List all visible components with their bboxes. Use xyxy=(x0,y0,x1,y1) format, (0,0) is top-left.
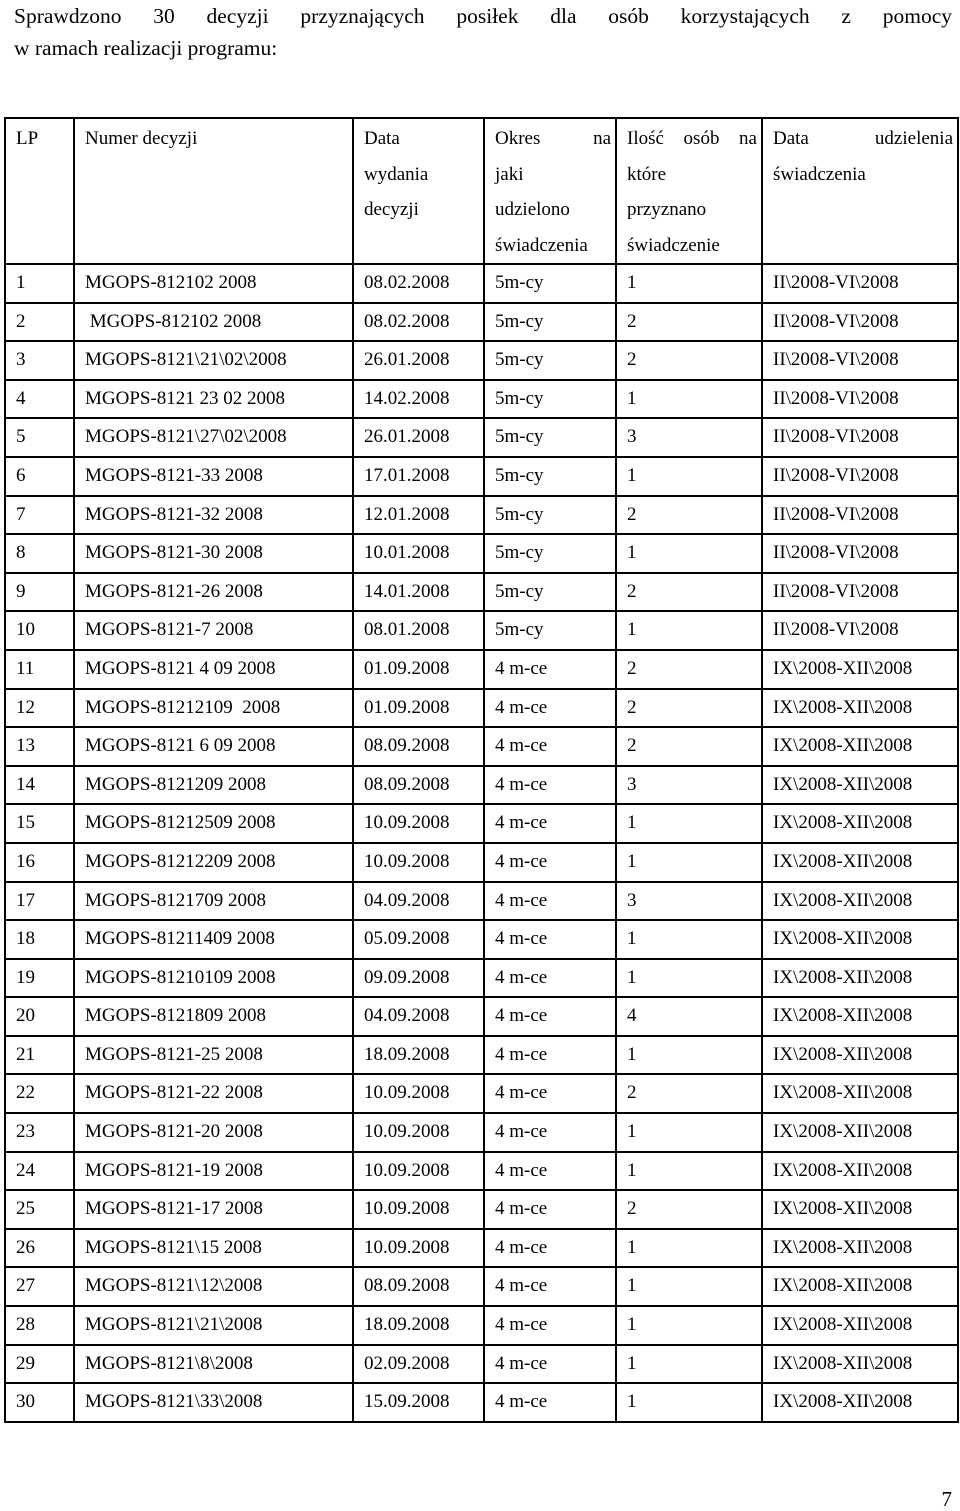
cell-okres: 5m-cy xyxy=(484,380,616,419)
cell-data-udzielenia: II\2008-VI\2008 xyxy=(762,341,958,380)
cell-data-wydania: 08.02.2008 xyxy=(353,303,484,342)
cell-numer-decyzji: MGOPS-8121\21\02\2008 xyxy=(74,341,353,380)
cell-data-wydania: 08.09.2008 xyxy=(353,727,484,766)
cell-numer-decyzji: MGOPS-8121\8\2008 xyxy=(74,1345,353,1384)
cell-data-udzielenia: IX\2008-XII\2008 xyxy=(762,766,958,805)
cell-okres: 4 m-ce xyxy=(484,766,616,805)
cell-numer-decyzji: MGOPS-8121\15 2008 xyxy=(74,1229,353,1268)
cell-data-udzielenia: IX\2008-XII\2008 xyxy=(762,1229,958,1268)
cell-data-wydania: 01.09.2008 xyxy=(353,689,484,728)
cell-data-wydania: 14.01.2008 xyxy=(353,573,484,612)
header-data-wydania xyxy=(353,118,484,264)
cell-lp: 26 xyxy=(5,1229,74,1268)
cell-lp: 15 xyxy=(5,804,74,843)
cell-okres: 5m-cy xyxy=(484,457,616,496)
cell-numer-decyzji: MGOPS-8121209 2008 xyxy=(74,766,353,805)
cell-okres: 4 m-ce xyxy=(484,1113,616,1152)
cell-numer-decyzji: MGOPS-8121-17 2008 xyxy=(74,1190,353,1229)
cell-numer-decyzji: MGOPS-8121 23 02 2008 xyxy=(74,380,353,419)
table-row xyxy=(5,1345,958,1384)
cell-ilosc-osob: 1 xyxy=(616,959,762,998)
cell-okres: 4 m-ce xyxy=(484,882,616,921)
table-row xyxy=(5,920,958,959)
cell-data-udzielenia: IX\2008-XII\2008 xyxy=(762,882,958,921)
table-row xyxy=(5,534,958,573)
cell-okres: 4 m-ce xyxy=(484,1383,616,1422)
table-row xyxy=(5,766,958,805)
cell-okres: 4 m-ce xyxy=(484,1229,616,1268)
table-row xyxy=(5,418,958,457)
table-row xyxy=(5,380,958,419)
intro-line-2: w ramach realizacji programu: xyxy=(14,36,278,60)
table-header-row xyxy=(5,118,958,264)
cell-numer-decyzji: MGOPS-8121-32 2008 xyxy=(74,496,353,535)
table-row xyxy=(5,496,958,535)
table-row xyxy=(5,573,958,612)
cell-lp: 19 xyxy=(5,959,74,998)
cell-lp: 23 xyxy=(5,1113,74,1152)
header-line: świadczenia xyxy=(773,163,866,185)
cell-data-udzielenia: II\2008-VI\2008 xyxy=(762,380,958,419)
table-row xyxy=(5,1190,958,1229)
cell-numer-decyzji: MGOPS-8121809 2008 xyxy=(74,997,353,1036)
cell-okres: 4 m-ce xyxy=(484,1345,616,1384)
cell-data-udzielenia: IX\2008-XII\2008 xyxy=(762,1306,958,1345)
cell-lp: 22 xyxy=(5,1074,74,1113)
header-line: Okres na xyxy=(495,128,611,149)
header-line: świadczenie xyxy=(627,234,720,256)
cell-data-udzielenia: IX\2008-XII\2008 xyxy=(762,1113,958,1152)
cell-data-udzielenia: II\2008-VI\2008 xyxy=(762,418,958,457)
cell-lp: 5 xyxy=(5,418,74,457)
cell-data-wydania: 18.09.2008 xyxy=(353,1306,484,1345)
cell-data-udzielenia: II\2008-VI\2008 xyxy=(762,573,958,612)
cell-numer-decyzji: MGOPS-8121 6 09 2008 xyxy=(74,727,353,766)
cell-okres: 4 m-ce xyxy=(484,959,616,998)
cell-lp: 28 xyxy=(5,1306,74,1345)
cell-data-udzielenia: II\2008-VI\2008 xyxy=(762,457,958,496)
cell-ilosc-osob: 1 xyxy=(616,264,762,303)
cell-numer-decyzji: MGOPS-81212109 2008 xyxy=(74,689,353,728)
header-line: wydania xyxy=(364,163,429,185)
table-row xyxy=(5,341,958,380)
cell-okres: 4 m-ce xyxy=(484,1190,616,1229)
cell-okres: 5m-cy xyxy=(484,418,616,457)
cell-numer-decyzji: MGOPS-81212509 2008 xyxy=(74,804,353,843)
cell-data-wydania: 10.09.2008 xyxy=(353,1190,484,1229)
cell-data-udzielenia: IX\2008-XII\2008 xyxy=(762,650,958,689)
cell-data-udzielenia: IX\2008-XII\2008 xyxy=(762,1074,958,1113)
cell-lp: 18 xyxy=(5,920,74,959)
cell-numer-decyzji: MGOPS-8121-26 2008 xyxy=(74,573,353,612)
cell-lp: 1 xyxy=(5,264,74,303)
cell-numer-decyzji: MGOPS-81212209 2008 xyxy=(74,843,353,882)
cell-data-wydania: 10.09.2008 xyxy=(353,1229,484,1268)
cell-okres: 4 m-ce xyxy=(484,1306,616,1345)
cell-numer-decyzji: MGOPS-8121-30 2008 xyxy=(74,534,353,573)
cell-numer-decyzji: MGOPS-8121-20 2008 xyxy=(74,1113,353,1152)
cell-data-udzielenia: II\2008-VI\2008 xyxy=(762,611,958,650)
cell-ilosc-osob: 2 xyxy=(616,341,762,380)
cell-numer-decyzji: MGOPS-8121709 2008 xyxy=(74,882,353,921)
cell-okres: 4 m-ce xyxy=(484,1267,616,1306)
cell-okres: 5m-cy xyxy=(484,611,616,650)
table-row xyxy=(5,303,958,342)
cell-data-wydania: 26.01.2008 xyxy=(353,341,484,380)
cell-data-wydania: 10.01.2008 xyxy=(353,534,484,573)
cell-ilosc-osob: 2 xyxy=(616,1074,762,1113)
cell-data-wydania: 01.09.2008 xyxy=(353,650,484,689)
cell-numer-decyzji: MGOPS-8121-33 2008 xyxy=(74,457,353,496)
table-row xyxy=(5,843,958,882)
cell-data-udzielenia: IX\2008-XII\2008 xyxy=(762,843,958,882)
header-okres xyxy=(484,118,616,264)
table-row xyxy=(5,1229,958,1268)
cell-ilosc-osob: 1 xyxy=(616,1267,762,1306)
cell-ilosc-osob: 2 xyxy=(616,496,762,535)
cell-data-wydania: 15.09.2008 xyxy=(353,1383,484,1422)
cell-okres: 4 m-ce xyxy=(484,1152,616,1191)
header-line: Data udzielenia xyxy=(773,128,953,149)
cell-numer-decyzji: MGOPS-8121-22 2008 xyxy=(74,1074,353,1113)
cell-ilosc-osob: 2 xyxy=(616,1190,762,1229)
header-line: jaki xyxy=(495,163,524,185)
cell-ilosc-osob: 1 xyxy=(616,920,762,959)
header-line: Data xyxy=(364,128,400,149)
cell-lp: 20 xyxy=(5,997,74,1036)
cell-lp: 24 xyxy=(5,1152,74,1191)
cell-lp: 30 xyxy=(5,1383,74,1422)
cell-lp: 13 xyxy=(5,727,74,766)
cell-numer-decyzji: MGOPS-8121\33\2008 xyxy=(74,1383,353,1422)
cell-okres: 4 m-ce xyxy=(484,1074,616,1113)
table-row xyxy=(5,650,958,689)
cell-data-wydania: 10.09.2008 xyxy=(353,804,484,843)
cell-numer-decyzji: MGOPS-8121 4 09 2008 xyxy=(74,650,353,689)
cell-ilosc-osob: 2 xyxy=(616,303,762,342)
cell-data-udzielenia: IX\2008-XII\2008 xyxy=(762,1190,958,1229)
header-lp: LP xyxy=(5,118,74,264)
cell-ilosc-osob: 3 xyxy=(616,882,762,921)
header-numer-decyzji: Numer decyzji xyxy=(74,118,353,264)
cell-data-udzielenia: IX\2008-XII\2008 xyxy=(762,959,958,998)
cell-okres: 5m-cy xyxy=(484,534,616,573)
cell-ilosc-osob: 2 xyxy=(616,689,762,728)
cell-ilosc-osob: 1 xyxy=(616,1113,762,1152)
header-line: które xyxy=(627,163,667,185)
cell-data-udzielenia: IX\2008-XII\2008 xyxy=(762,1267,958,1306)
cell-ilosc-osob: 2 xyxy=(616,727,762,766)
header-ilosc-osob xyxy=(616,118,762,264)
cell-ilosc-osob: 1 xyxy=(616,1229,762,1268)
cell-numer-decyzji: MGOPS-8121-25 2008 xyxy=(74,1036,353,1075)
cell-okres: 5m-cy xyxy=(484,496,616,535)
table-row xyxy=(5,1152,958,1191)
cell-data-wydania: 10.09.2008 xyxy=(353,1074,484,1113)
cell-lp: 3 xyxy=(5,341,74,380)
cell-data-wydania: 02.09.2008 xyxy=(353,1345,484,1384)
cell-lp: 11 xyxy=(5,650,74,689)
table-row xyxy=(5,1074,958,1113)
table-row xyxy=(5,1306,958,1345)
cell-data-udzielenia: IX\2008-XII\2008 xyxy=(762,727,958,766)
table-row xyxy=(5,689,958,728)
cell-data-udzielenia: IX\2008-XII\2008 xyxy=(762,920,958,959)
cell-numer-decyzji: MGOPS-8121\27\02\2008 xyxy=(74,418,353,457)
cell-ilosc-osob: 2 xyxy=(616,650,762,689)
cell-data-wydania: 04.09.2008 xyxy=(353,882,484,921)
page-number: 7 xyxy=(941,1487,952,1511)
cell-okres: 4 m-ce xyxy=(484,843,616,882)
cell-data-wydania: 08.01.2008 xyxy=(353,611,484,650)
cell-ilosc-osob: 1 xyxy=(616,1152,762,1191)
cell-lp: 2 xyxy=(5,303,74,342)
table-row xyxy=(5,457,958,496)
cell-lp: 25 xyxy=(5,1190,74,1229)
cell-numer-decyzji: MGOPS-812102 2008 xyxy=(74,264,353,303)
cell-data-wydania: 10.09.2008 xyxy=(353,1113,484,1152)
cell-okres: 4 m-ce xyxy=(484,650,616,689)
intro-paragraph xyxy=(14,0,952,64)
cell-data-udzielenia: IX\2008-XII\2008 xyxy=(762,1383,958,1422)
table-row xyxy=(5,727,958,766)
cell-ilosc-osob: 1 xyxy=(616,380,762,419)
header-line: decyzji xyxy=(364,199,419,220)
cell-ilosc-osob: 1 xyxy=(616,611,762,650)
cell-lp: 27 xyxy=(5,1267,74,1306)
cell-numer-decyzji: MGOPS-8121-7 2008 xyxy=(74,611,353,650)
table-row xyxy=(5,611,958,650)
cell-lp: 21 xyxy=(5,1036,74,1075)
cell-data-wydania: 26.01.2008 xyxy=(353,418,484,457)
header-data-udzielenia xyxy=(762,118,958,264)
cell-data-udzielenia: II\2008-VI\2008 xyxy=(762,264,958,303)
cell-data-wydania: 10.09.2008 xyxy=(353,1152,484,1191)
cell-data-udzielenia: IX\2008-XII\2008 xyxy=(762,689,958,728)
table-row xyxy=(5,1036,958,1075)
table-row xyxy=(5,1383,958,1422)
cell-data-udzielenia: II\2008-VI\2008 xyxy=(762,496,958,535)
cell-lp: 10 xyxy=(5,611,74,650)
cell-ilosc-osob: 1 xyxy=(616,1345,762,1384)
table-row xyxy=(5,882,958,921)
cell-data-udzielenia: IX\2008-XII\2008 xyxy=(762,1152,958,1191)
cell-ilosc-osob: 1 xyxy=(616,843,762,882)
table-row xyxy=(5,1267,958,1306)
table-row xyxy=(5,959,958,998)
cell-okres: 4 m-ce xyxy=(484,689,616,728)
cell-data-wydania: 04.09.2008 xyxy=(353,997,484,1036)
intro-line-1: Sprawdzono 30 decyzji przyznających posiłek dla osób korzystających z pomocy xyxy=(14,4,952,28)
header-line: Ilość osób na xyxy=(627,128,757,149)
cell-ilosc-osob: 3 xyxy=(616,766,762,805)
cell-lp: 7 xyxy=(5,496,74,535)
cell-numer-decyzji: MGOPS-8121\21\2008 xyxy=(74,1306,353,1345)
cell-lp: 6 xyxy=(5,457,74,496)
cell-ilosc-osob: 1 xyxy=(616,1306,762,1345)
cell-okres: 5m-cy xyxy=(484,573,616,612)
cell-lp: 29 xyxy=(5,1345,74,1384)
cell-data-wydania: 08.02.2008 xyxy=(353,264,484,303)
table-row xyxy=(5,1113,958,1152)
cell-ilosc-osob: 1 xyxy=(616,457,762,496)
decisions-table xyxy=(4,117,959,1423)
cell-numer-decyzji: MGOPS-8121\12\2008 xyxy=(74,1267,353,1306)
cell-lp: 16 xyxy=(5,843,74,882)
header-line: przyznano xyxy=(627,199,707,220)
cell-okres: 4 m-ce xyxy=(484,920,616,959)
cell-ilosc-osob: 1 xyxy=(616,1383,762,1422)
cell-numer-decyzji: MGOPS-81211409 2008 xyxy=(74,920,353,959)
cell-okres: 4 m-ce xyxy=(484,997,616,1036)
cell-data-wydania: 14.02.2008 xyxy=(353,380,484,419)
cell-data-wydania: 05.09.2008 xyxy=(353,920,484,959)
cell-data-wydania: 09.09.2008 xyxy=(353,959,484,998)
cell-ilosc-osob: 1 xyxy=(616,1036,762,1075)
cell-data-wydania: 17.01.2008 xyxy=(353,457,484,496)
cell-numer-decyzji: MGOPS-8121-19 2008 xyxy=(74,1152,353,1191)
cell-lp: 4 xyxy=(5,380,74,419)
cell-data-wydania: 12.01.2008 xyxy=(353,496,484,535)
cell-data-wydania: 08.09.2008 xyxy=(353,766,484,805)
cell-okres: 5m-cy xyxy=(484,264,616,303)
cell-okres: 4 m-ce xyxy=(484,804,616,843)
cell-data-udzielenia: IX\2008-XII\2008 xyxy=(762,1036,958,1075)
table-row xyxy=(5,804,958,843)
cell-okres: 5m-cy xyxy=(484,303,616,342)
cell-lp: 12 xyxy=(5,689,74,728)
cell-ilosc-osob: 1 xyxy=(616,534,762,573)
cell-data-udzielenia: IX\2008-XII\2008 xyxy=(762,997,958,1036)
cell-numer-decyzji: MGOPS-812102 2008 xyxy=(74,303,353,342)
cell-ilosc-osob: 3 xyxy=(616,418,762,457)
cell-data-udzielenia: II\2008-VI\2008 xyxy=(762,534,958,573)
cell-lp: 9 xyxy=(5,573,74,612)
cell-data-udzielenia: IX\2008-XII\2008 xyxy=(762,804,958,843)
cell-ilosc-osob: 1 xyxy=(616,804,762,843)
cell-numer-decyzji: MGOPS-81210109 2008 xyxy=(74,959,353,998)
cell-data-wydania: 08.09.2008 xyxy=(353,1267,484,1306)
cell-data-udzielenia: IX\2008-XII\2008 xyxy=(762,1345,958,1384)
cell-data-udzielenia: II\2008-VI\2008 xyxy=(762,303,958,342)
table-row xyxy=(5,997,958,1036)
cell-okres: 4 m-ce xyxy=(484,727,616,766)
cell-okres: 4 m-ce xyxy=(484,1036,616,1075)
cell-okres: 5m-cy xyxy=(484,341,616,380)
cell-lp: 14 xyxy=(5,766,74,805)
table-row xyxy=(5,264,958,303)
cell-data-wydania: 18.09.2008 xyxy=(353,1036,484,1075)
header-line: udzielono xyxy=(495,199,570,220)
cell-ilosc-osob: 4 xyxy=(616,997,762,1036)
cell-data-wydania: 10.09.2008 xyxy=(353,843,484,882)
cell-ilosc-osob: 2 xyxy=(616,573,762,612)
cell-lp: 8 xyxy=(5,534,74,573)
header-line: świadczenia xyxy=(495,234,588,256)
cell-lp: 17 xyxy=(5,882,74,921)
